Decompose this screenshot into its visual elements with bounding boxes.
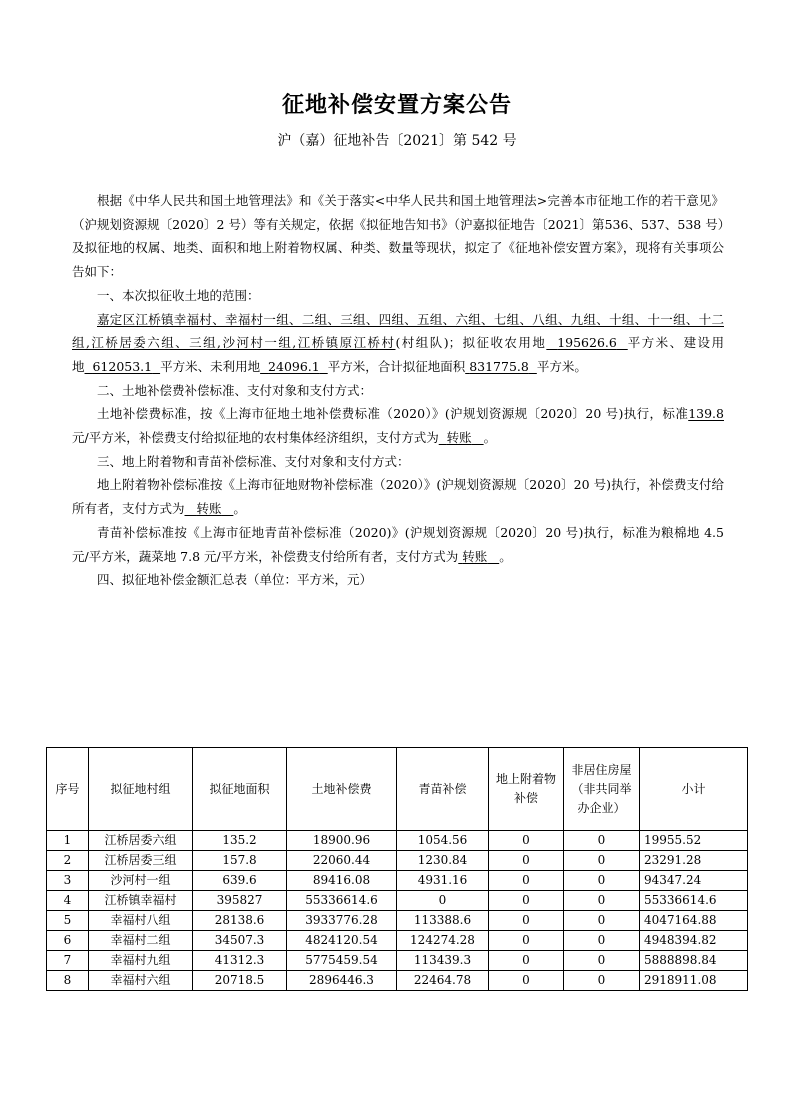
- table-cell: 幸福村八组: [89, 911, 193, 931]
- table-cell: 34507.3: [193, 931, 287, 951]
- table-cell: 94347.24: [640, 871, 748, 891]
- table-cell: 1054.56: [397, 831, 489, 851]
- table-cell: 0: [564, 851, 640, 871]
- farmland-area: 195626.6: [557, 335, 617, 351]
- table-cell: 0: [564, 971, 640, 991]
- land-comp-standard: 139.8: [688, 406, 724, 422]
- table-cell: 18900.96: [287, 831, 397, 851]
- table-row: [47, 851, 748, 871]
- intro-paragraph: 根据《中华人民共和国土地管理法》和《关于落实<中华人民共和国土地管理法>完善本市征地工作的若干意见》（沪规划资源规〔2020〕2 号）等有关规定，依据《拟征地告知书》（沪嘉拟征地告〔2021〕第536、537、538 号）及拟征地的权属、地类、面积和地上附着物权属、种类、数量等现状，拟定了《征地补偿安置方案》，现将有关事项公告如下：: [72, 193, 724, 280]
- table-cell: 55336614.6: [287, 891, 397, 911]
- crop-method: 转账: [462, 548, 488, 564]
- table-cell: 5888898.84: [640, 951, 748, 971]
- crop-paragraph: 青苗补偿标准按《上海市征地青苗补偿标准（2020)》(沪规划资源规〔2020〕20 号)执行，标准为粮棉地 4.5 元/平方米，蔬菜地 7.8 元/平方米，补偿费支付给所有者，支付方式为 转账 。: [72, 524, 724, 564]
- attachment-method: 转账: [196, 501, 222, 517]
- table-row: [47, 891, 748, 911]
- table-cell: 7: [47, 951, 89, 971]
- table-cell: 19955.52: [640, 831, 748, 851]
- table-cell: 江桥镇幸福村: [89, 891, 193, 911]
- table-cell: 0: [564, 831, 640, 851]
- section1-heading: 一、本次拟征收土地的范围：: [97, 287, 260, 303]
- total-area: 831775.8: [469, 358, 529, 374]
- table-cell: 0: [489, 891, 564, 911]
- construction-area: 612053.1: [92, 358, 153, 374]
- table-row: [47, 831, 748, 851]
- table-cell: 幸福村九组: [89, 951, 193, 971]
- header-cell: 拟征地村组: [89, 748, 193, 831]
- table-cell: 0: [564, 931, 640, 951]
- table-row: [47, 971, 748, 991]
- attachment-paragraph: 地上附着物补偿标准按《上海市征地财物补偿标准（2020）》(沪规划资源规〔2020〕20 号)执行，补偿费支付给所有者，支付方式为 转账 。: [72, 477, 724, 517]
- table-cell: 4: [47, 891, 89, 911]
- table-cell: 2: [47, 851, 89, 871]
- section2-heading: 二、土地补偿费补偿标准、支付对象和支付方式：: [97, 382, 373, 398]
- table-cell: 8: [47, 971, 89, 991]
- unit-a: 平方米、建设用地: [72, 335, 724, 374]
- unit-d: 平方米。: [536, 358, 587, 374]
- table-cell: 124274.28: [397, 931, 489, 951]
- document-number: 沪（嘉）征地补告〔2021〕第 542 号: [277, 133, 517, 149]
- table-cell: 江桥居委三组: [89, 851, 193, 871]
- section2-paragraph: 土地补偿费标准，按《上海市征地土地补偿费标准（2020）》(沪规划资源规〔2020〕20 号)执行，标准139.8元/平方米，补偿费支付给拟征地的农村集体经济组织，支付方式为 转账 。: [72, 406, 724, 446]
- unused-area: 24096.1: [268, 358, 320, 374]
- notice-body: [72, 189, 724, 592]
- section3-heading: 三、地上附着物和青苗补偿标准、支付对象和支付方式：: [97, 453, 410, 469]
- table-cell: 沙河村一组: [89, 871, 193, 891]
- table-cell: 135.2: [193, 831, 287, 851]
- unit-c: 平方米，合计拟征地面积: [327, 358, 466, 374]
- land-scope: 嘉定区江桥镇幸福村、幸福村一组、二组、三组、四组、五组、六组、七组、八组、九组、十组、十一组、十二组,江桥居委六组、三组,沙河村一组,江桥镇原江桥村: [72, 311, 724, 351]
- table-cell: 2918911.08: [640, 971, 748, 991]
- section4-heading: 四、拟征地补偿金额汇总表（单位：平方米，元）: [97, 572, 373, 588]
- table-cell: 0: [397, 891, 489, 911]
- table-row: [47, 951, 748, 971]
- header-cell: 拟征地面积: [193, 748, 287, 831]
- table-cell: 幸福村六组: [89, 971, 193, 991]
- land-comp-method: 转账: [446, 430, 472, 446]
- header-cell: 青苗补偿: [397, 748, 489, 831]
- table-cell: 1230.84: [397, 851, 489, 871]
- table-cell: 0: [564, 891, 640, 911]
- table-cell: 395827: [193, 891, 287, 911]
- header-cell: 非居住房屋（非共同举办企业）: [564, 748, 640, 831]
- table-cell: 3933776.28: [287, 911, 397, 931]
- table-row: [47, 871, 748, 891]
- table-cell: 幸福村二组: [89, 931, 193, 951]
- header-cell: 序号: [47, 748, 89, 831]
- table-cell: 2896446.3: [287, 971, 397, 991]
- table-cell: 5775459.54: [287, 951, 397, 971]
- table-cell: 639.6: [193, 871, 287, 891]
- page-title: 征地补偿安置方案公告: [281, 93, 512, 118]
- header-cell: 小计: [640, 748, 748, 831]
- header-cell: 土地补偿费: [287, 748, 397, 831]
- table-cell: 28138.6: [193, 911, 287, 931]
- table-cell: 江桥居委六组: [89, 831, 193, 851]
- table-cell: 0: [489, 911, 564, 931]
- unit-b: 平方米、未利用地: [160, 358, 261, 374]
- table-cell: 1: [47, 831, 89, 851]
- table-header-row: [47, 748, 748, 831]
- table-cell: 22464.78: [397, 971, 489, 991]
- table-cell: 4931.16: [397, 871, 489, 891]
- table-cell: 157.8: [193, 851, 287, 871]
- table-cell: 0: [489, 851, 564, 871]
- section1-paragraph: [72, 308, 724, 379]
- table-cell: 4948394.82: [640, 931, 748, 951]
- header-cell: 地上附着物补偿: [489, 748, 564, 831]
- table-cell: 113388.6: [397, 911, 489, 931]
- table-row: [47, 931, 748, 951]
- table-cell: 4047164.88: [640, 911, 748, 931]
- table-cell: 5: [47, 911, 89, 931]
- table-cell: 4824120.54: [287, 931, 397, 951]
- compensation-table: [46, 747, 748, 991]
- table-cell: 6: [47, 931, 89, 951]
- table-cell: 55336614.6: [640, 891, 748, 911]
- table-cell: 0: [564, 911, 640, 931]
- table-row: [47, 911, 748, 931]
- table-cell: 0: [489, 871, 564, 891]
- table-cell: 89416.08: [287, 871, 397, 891]
- scope-suffix: (村组队)；拟征收农用地: [395, 335, 547, 351]
- table-cell: 0: [489, 971, 564, 991]
- table-cell: 22060.44: [287, 851, 397, 871]
- table-cell: 41312.3: [193, 951, 287, 971]
- table-cell: 20718.5: [193, 971, 287, 991]
- table-cell: 0: [489, 931, 564, 951]
- table-cell: 0: [489, 951, 564, 971]
- table-cell: 0: [564, 951, 640, 971]
- table-cell: 23291.28: [640, 851, 748, 871]
- table-cell: 0: [489, 831, 564, 851]
- table-cell: 0: [564, 871, 640, 891]
- table-cell: 113439.3: [397, 951, 489, 971]
- table-cell: 3: [47, 871, 89, 891]
